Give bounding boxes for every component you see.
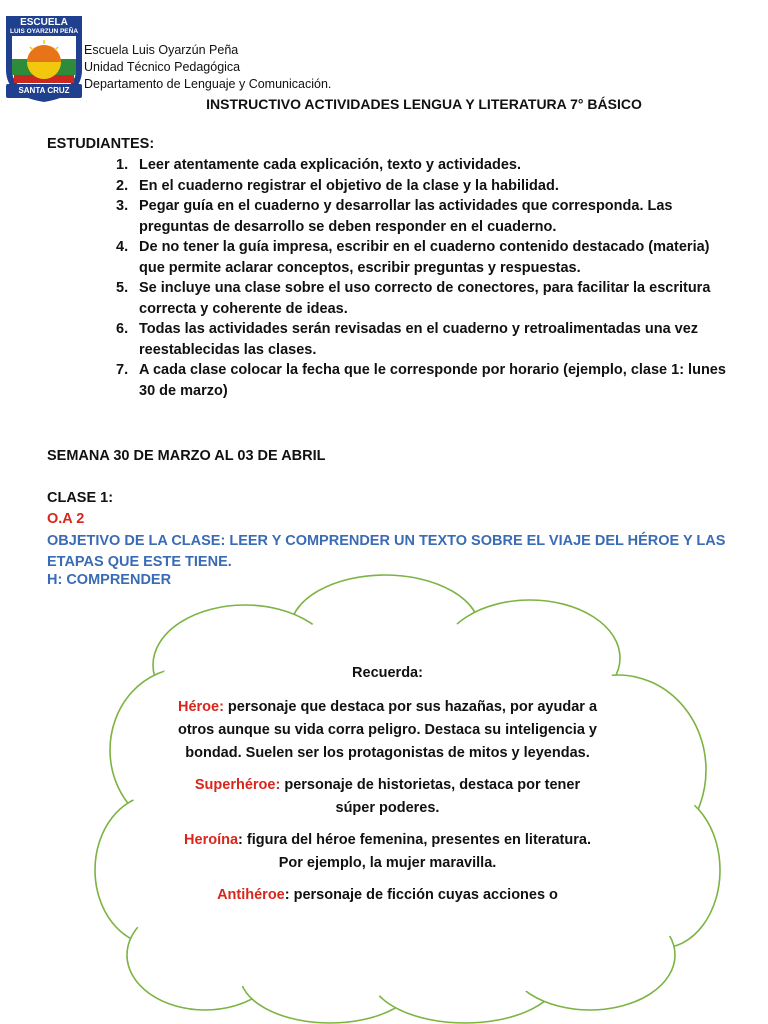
class-skill: H: COMPRENDER [47,572,172,588]
list-item: 3. Pegar guía en el cuaderno y desarrollar las actividades que corresponda. Las preguntas de desarrollo se deben responder en el cuaderno. [116,198,673,235]
definition-heroine: Heroína: figura del héroe femenina, presentes en literatura. Por ejemplo, la mujer maravilla. [184,832,591,871]
logo-top-text: ESCUELA [20,17,68,28]
unit-name: Unidad Técnico Pedagógica [84,60,241,74]
list-item: 5. Se incluye una clase sobre el uso correcto de conectores, para facilitar la escritura correcta y coherente de ideas. [116,280,711,317]
list-item: 4. De no tener la guía impresa, escribir en el cuaderno contenido destacado (materia) que permite aclarar conceptos, escribir preguntas y respuestas. [116,239,710,276]
school-logo [0,14,88,104]
school-name: Escuela Luis Oyarzún Peña [84,43,239,57]
definition-antihero: Antihéroe: personaje de ficción cuyas acciones o [217,887,558,903]
department-name: Departamento de Lenguaje y Comunicación. [84,77,332,91]
class-label: CLASE 1: [47,490,114,506]
list-item: 2. En el cuaderno registrar el objetivo de la clase y la habilidad. [116,177,559,194]
definition-superhero: Superhéroe: personaje de historietas, destaca por tener súper poderes. [194,777,581,816]
list-item: 1. Leer atentamente cada explicación, texto y actividades. [116,157,521,173]
logo-arc-text: LUIS OYARZUN PEÑA [10,28,79,35]
students-label: ESTUDIANTES: [47,136,155,152]
list-item: 6. Todas las actividades serán revisadas en el cuaderno y retroalimentadas una vez reestablecidas las clases. [116,321,699,358]
logo-bottom-text: SANTA CRUZ [18,86,70,95]
instructions-list [116,155,726,401]
cloud-title: Recuerda: [352,665,423,681]
class-objective: OBJETIVO DE LA CLASE: LEER Y COMPRENDER UN TEXTO SOBRE EL VIAJE DEL HÉROE Y LAS ETAPAS QUE ESTE TIENE. [47,533,726,570]
definition-hero: Héroe: personaje que destaca por sus hazañas, por ayudar a otros aunque su vida corra peligro. Destaca su inteligencia y bondad. Suelen ser los protagonistas de mitos y leyendas. [177,699,598,761]
week-heading: SEMANA 30 DE MARZO AL 03 DE ABRIL [47,448,326,464]
list-item: 7. A cada clase colocar la fecha que le corresponde por horario (ejemplo, clase 1: lunes 30 de marzo) [116,362,726,399]
oa-label: O.A 2 [47,511,85,527]
cloud-content [175,662,600,907]
page-title: INSTRUCTIVO ACTIVIDADES LENGUA Y LITERATURA 7° BÁSICO [206,96,642,112]
